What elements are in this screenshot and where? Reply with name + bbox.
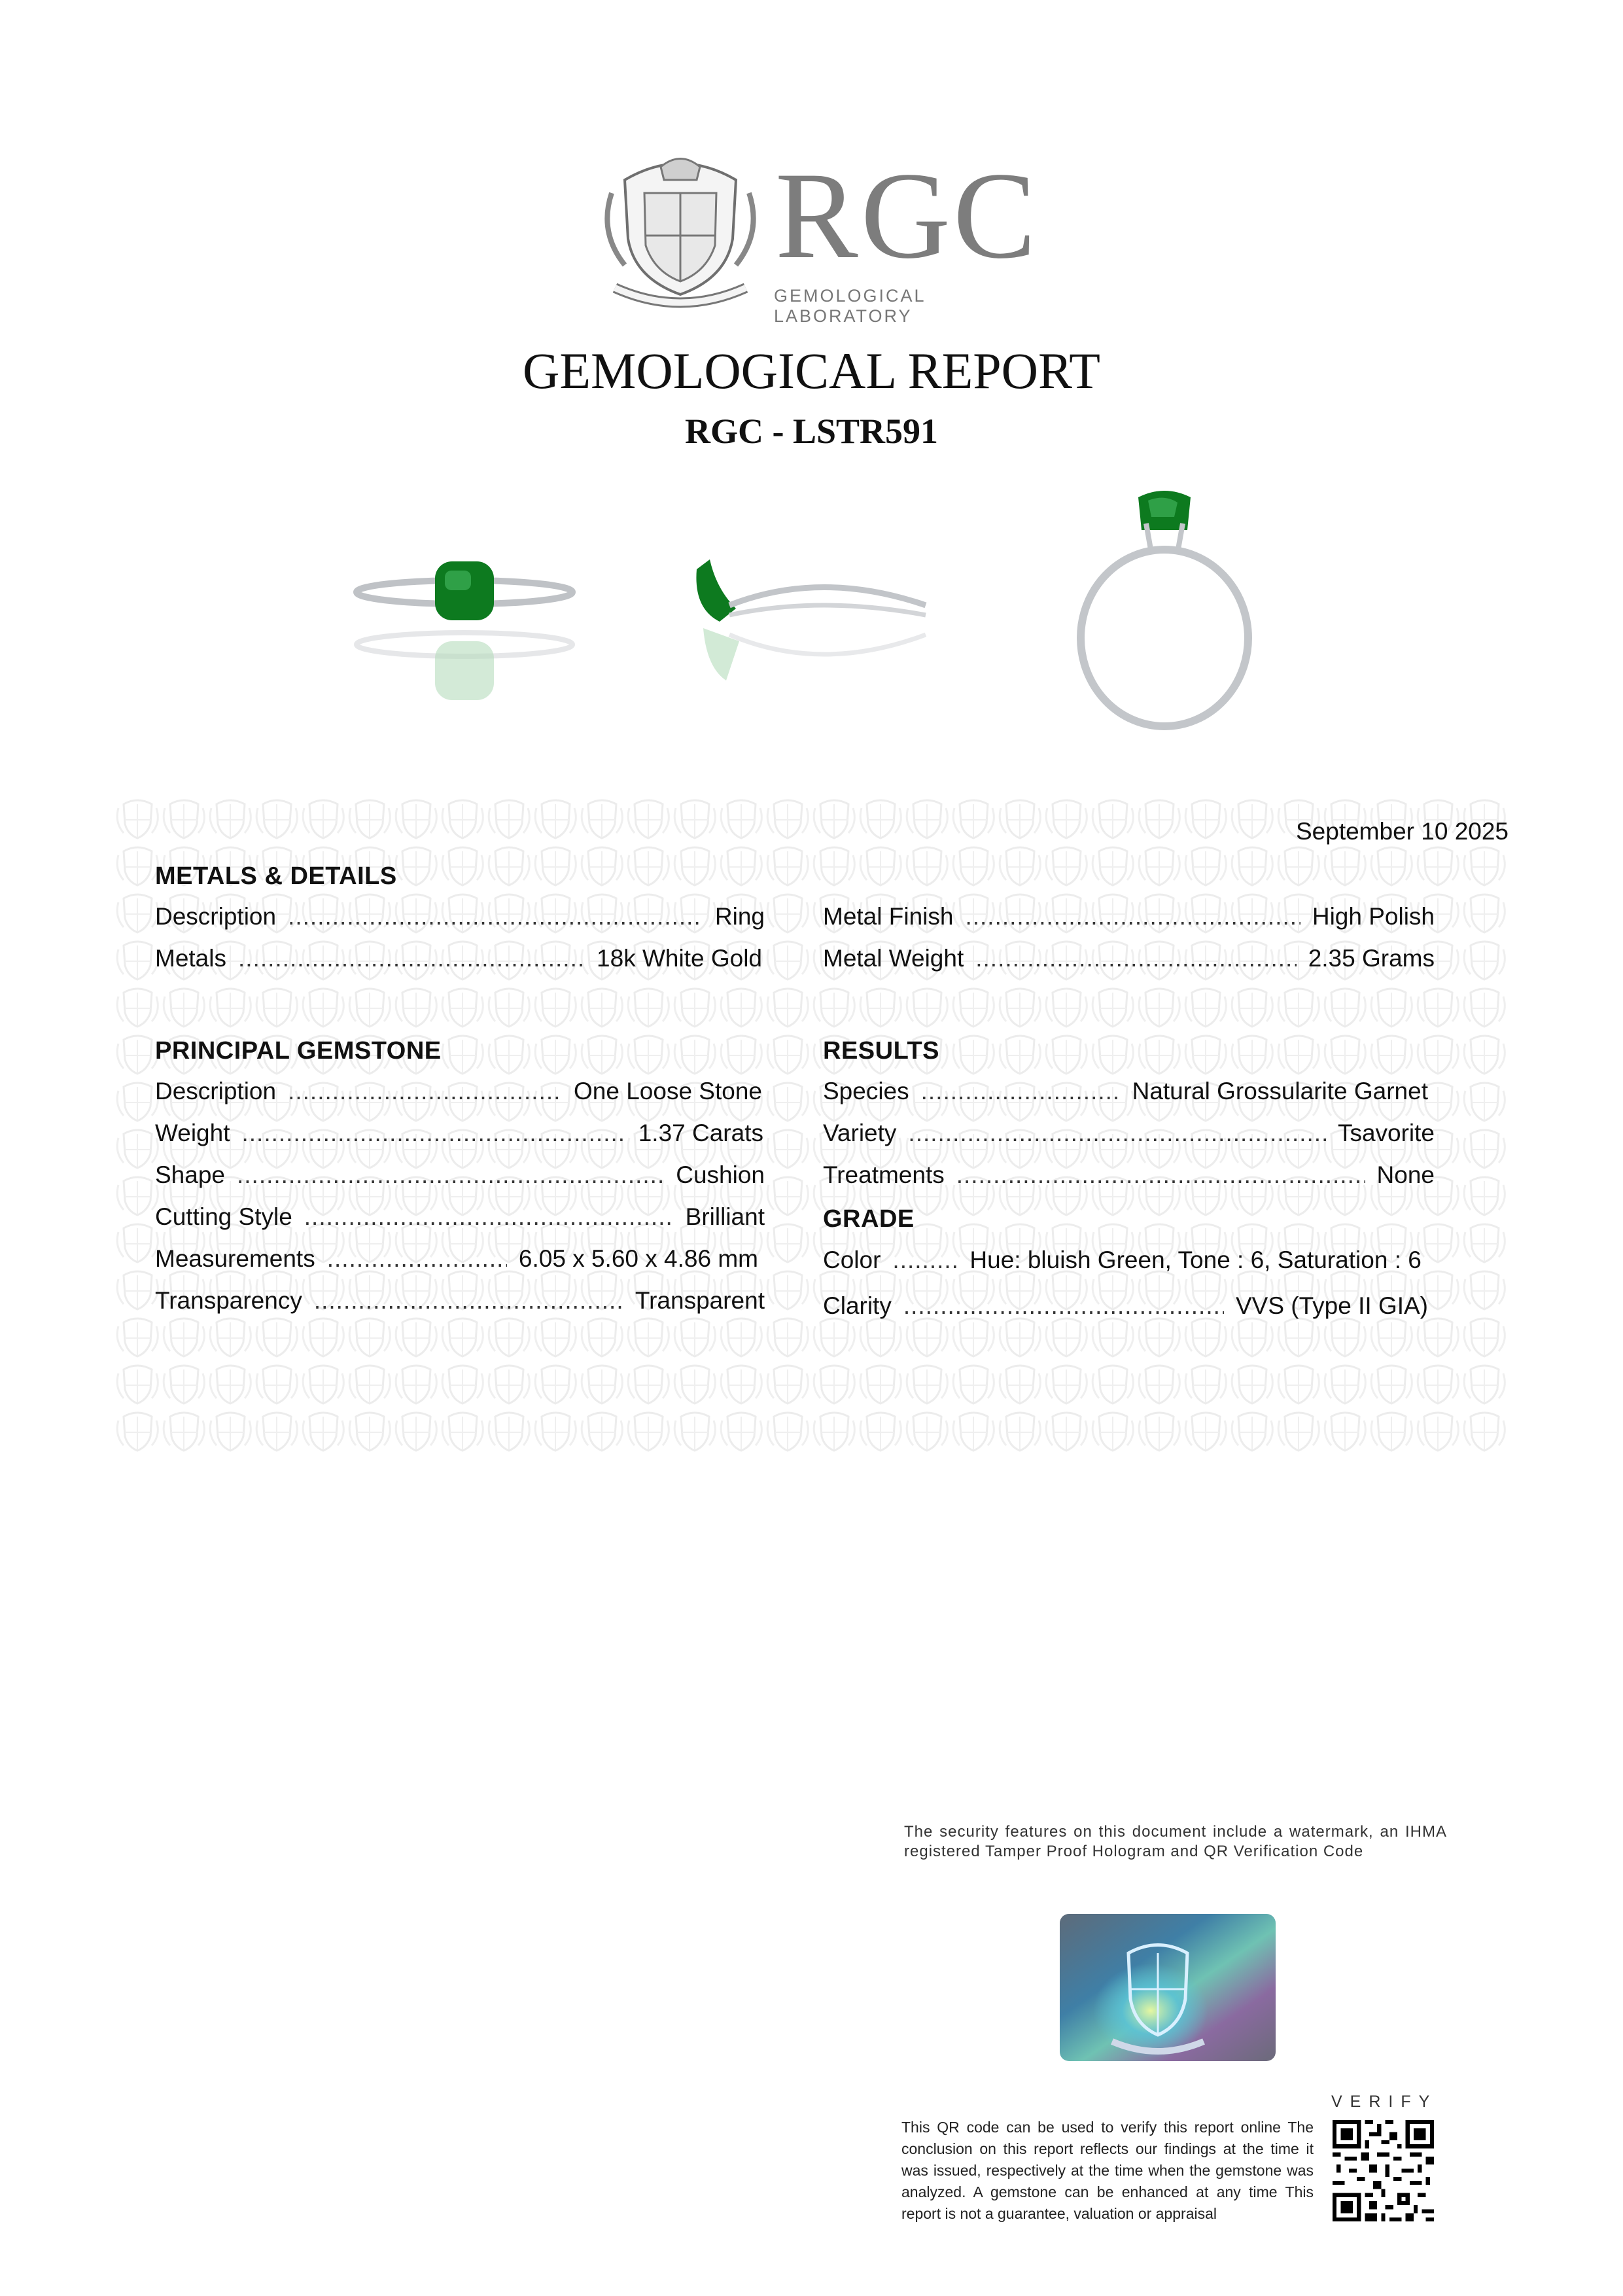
field-label: Metal Weight — [823, 945, 964, 972]
leader-dots — [314, 1287, 623, 1315]
gem-cutting-style-row — [155, 1203, 765, 1235]
leader-dots — [892, 1246, 958, 1274]
field-label: Weight — [155, 1120, 230, 1146]
field-label: Treatments — [823, 1161, 945, 1188]
field-label: Color — [823, 1246, 881, 1273]
brand-name: RGC — [775, 147, 1039, 285]
hologram-seal — [1060, 1914, 1276, 2061]
leader-dots — [238, 945, 585, 972]
field-label: Description — [155, 903, 277, 930]
metals-heading: METALS & DETAILS — [155, 862, 397, 890]
disclaimer-text: This QR code can be used to verify this report online The conclusion on this report reflects our findings at the time it was issued, respectively at the time when the gemstone was analyzed. A gemstone can be enhanced at any time This report is not a guarantee, valuation or appraisal — [901, 2119, 1314, 2222]
field-label: Variety — [823, 1120, 897, 1146]
gem-transparency-row — [155, 1287, 765, 1318]
field-label: Metals — [155, 945, 226, 972]
field-label: Metal Finish — [823, 903, 954, 930]
leader-dots — [956, 1161, 1365, 1189]
metals-description-row — [155, 903, 765, 934]
field-value: Tsavorite — [1337, 1120, 1435, 1146]
leader-dots — [903, 1292, 1224, 1320]
field-value: One Loose Stone — [574, 1078, 762, 1104]
field-value: None — [1376, 1161, 1435, 1188]
field-value: High Polish — [1312, 903, 1435, 930]
metals-metals-row — [155, 945, 762, 976]
lab-logo — [599, 134, 1039, 326]
ring-side-photo — [690, 543, 932, 694]
field-label: Shape — [155, 1161, 225, 1188]
treatments-row — [823, 1161, 1435, 1193]
leader-dots — [304, 1203, 674, 1231]
gem-description-row — [155, 1078, 762, 1109]
gem-shape-row — [155, 1161, 765, 1193]
report-number: RGC - LSTR591 — [684, 412, 939, 451]
leader-dots — [242, 1120, 627, 1147]
field-value: VVS (Type II GIA) — [1235, 1292, 1428, 1319]
leader-dots — [288, 903, 703, 930]
ring-top-photo — [1060, 484, 1269, 733]
brand-subtitle: GEMOLOGICAL LABORATORY — [774, 286, 926, 326]
field-value: Natural Grossularite Garnet — [1132, 1078, 1428, 1104]
clarity-row — [823, 1292, 1428, 1324]
ring-front-photo — [353, 530, 576, 713]
field-value: 1.37 Carats — [638, 1120, 763, 1146]
field-value: Transparent — [635, 1287, 765, 1314]
report-date: September 10 2025 — [1295, 818, 1509, 845]
metal-weight-row — [823, 945, 1435, 976]
field-value: Brilliant — [685, 1203, 765, 1230]
leader-dots — [908, 1120, 1326, 1147]
field-value: 6.05 x 5.60 x 4.86 mm — [518, 1245, 758, 1272]
variety-row — [823, 1120, 1435, 1151]
leader-dots — [288, 1078, 562, 1105]
field-value: Hue: bluish Green, Tone : 6, Saturation : 6 — [969, 1246, 1422, 1273]
leader-dots — [327, 1245, 507, 1273]
leader-dots — [921, 1078, 1121, 1105]
field-label: Species — [823, 1078, 909, 1104]
gemstone-heading: PRINCIPAL GEMSTONE — [155, 1037, 442, 1065]
field-value: Ring — [714, 903, 765, 930]
field-label: Cutting Style — [155, 1203, 292, 1230]
metal-finish-row — [823, 903, 1435, 934]
leader-dots — [965, 903, 1300, 930]
field-value: 18k White Gold — [597, 945, 762, 972]
report-title: GEMOLOGICAL REPORT — [523, 342, 1100, 399]
results-heading: RESULTS — [823, 1037, 940, 1065]
gem-weight-row — [155, 1120, 763, 1151]
gem-measurements-row — [155, 1245, 758, 1277]
field-label: Transparency — [155, 1287, 302, 1314]
species-row — [823, 1078, 1428, 1109]
qr-code[interactable] — [1333, 2120, 1434, 2221]
verify-label: VERIFY — [1331, 2093, 1438, 2111]
field-label: Clarity — [823, 1292, 892, 1319]
field-label: Description — [155, 1078, 277, 1104]
security-note: The security features on this document include a watermark, an IHMA registered Tamper Proof Hologram and QR Verification Code — [904, 1823, 1447, 1860]
field-label: Measurements — [155, 1245, 315, 1272]
leader-dots — [237, 1161, 664, 1189]
grade-heading: GRADE — [823, 1205, 915, 1233]
leader-dots — [975, 945, 1296, 972]
crest-logo — [599, 154, 762, 311]
color-row — [823, 1246, 1420, 1278]
field-value: 2.35 Grams — [1308, 945, 1435, 972]
field-value: Cushion — [676, 1161, 765, 1188]
